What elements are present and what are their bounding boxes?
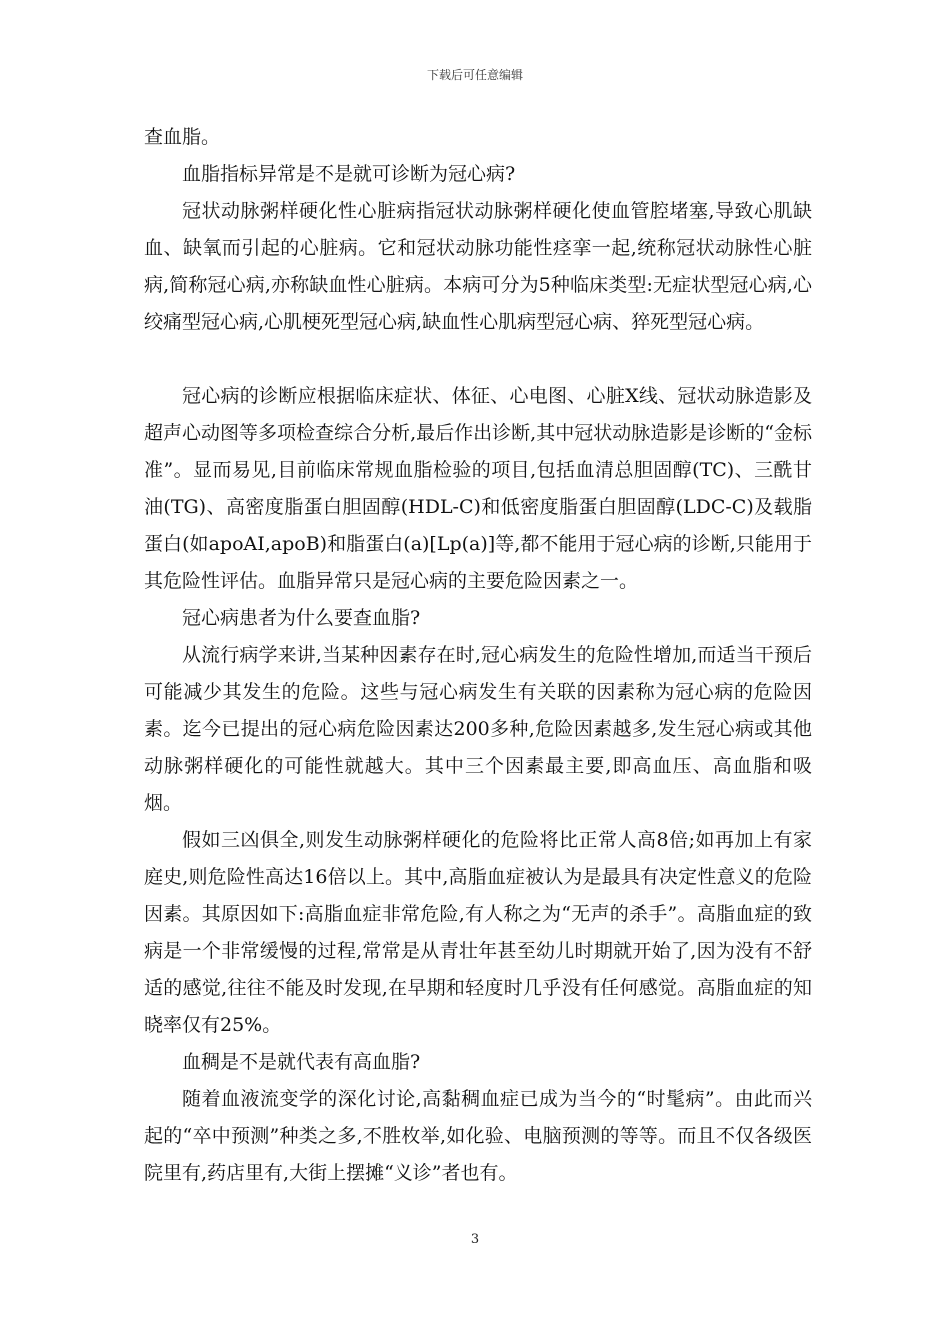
paragraph: 随着血液流变学的深化讨论,高黏稠血症已成为当今的“时髦病”。由此而兴起的“卒中预测”种类之多,不胜枚举,如化验、电脑预测的等等。而且不仅各级医院里有,药店里有,大街上摆摊“义诊”者也有。	[144, 1088, 812, 1184]
question-heading: 冠心病患者为什么要查血脂?	[182, 607, 421, 629]
document-body	[144, 119, 812, 1192]
paragraph: 从流行病学来讲,当某种因素存在时,冠心病发生的危险性增加,而适当干预后可能减少其发生的危险。这些与冠心病发生有关联的因素称为冠心病的危险因素。迄今已提出的冠心病危险因素达200多种,危险因素越多,发生冠心病或其他动脉粥样硬化的可能性就越大。其中三个因素最主要,即高血压、高血脂和吸烟。	[144, 644, 812, 814]
paragraph: 冠状动脉粥样硬化性心脏病指冠状动脉粥样硬化使血管腔堵塞,导致心肌缺血、缺氧而引起的心脏病。它和冠状动脉功能性痉挛一起,统称冠状动脉性心脏病,简称冠心病,亦称缺血性心脏病。本病可分为5种临床类型:无症状型冠心病,心绞痛型冠心病,心肌梗死型冠心病,缺血性心肌病型冠心病、猝死型冠心病。	[144, 200, 812, 333]
page-header: 下载后可任意编辑	[426, 68, 523, 82]
question-heading: 血稠是不是就代表有高血脂?	[182, 1051, 421, 1073]
page-number: 3	[470, 1232, 480, 1247]
paragraph: 假如三凶俱全,则发生动脉粥样硬化的危险将比正常人高8倍;如再加上有家庭史,则危险性高达16倍以上。其中,高脂血症被认为是最具有决定性意义的危险因素。其原因如下:高脂血症非常危险,有人称之为“无声的杀手”。高脂血症的致病是一个非常缓慢的过程,常常是从青壮年甚至幼儿时期就开始了,因为没有不舒适的感觉,往往不能及时发现,在早期和轻度时几乎没有任何感觉。高脂血症的知晓率仅有25%。	[144, 829, 812, 1036]
question-heading: 血脂指标异常是不是就可诊断为冠心病?	[182, 163, 516, 185]
paragraph-continuation: 查血脂。	[144, 126, 221, 148]
paragraph: 冠心病的诊断应根据临床症状、体征、心电图、心脏X线、冠状动脉造影及超声心动图等多项检查综合分析,最后作出诊断,其中冠状动脉造影是诊断的“金标准”。显而易见,目前临床常规血脂检验的项目,包括血清总胆固醇(TC)、三酰甘油(TG)、高密度脂蛋白胆固醇(HDL-C)和低密度脂蛋白胆固醇(LDC-C)及载脂蛋白(如apoAI,apoB)和脂蛋白(a)[Lp(a)]等,都不能用于冠心病的诊断,只能用于其危险性评估。血脂异常只是冠心病的主要危险因素之一。	[144, 385, 812, 592]
